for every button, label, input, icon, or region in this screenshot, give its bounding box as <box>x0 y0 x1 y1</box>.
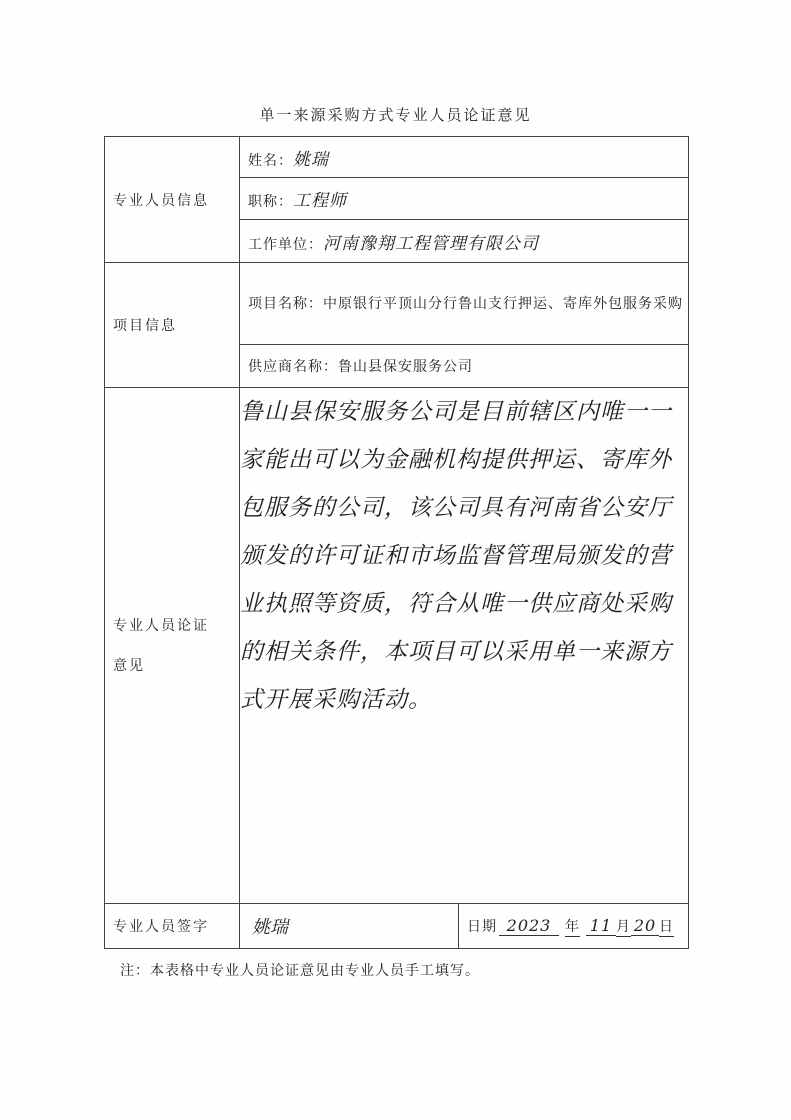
supplier-value: 鲁山县保安服务公司 <box>338 359 473 375</box>
date-day: 20 <box>631 916 659 936</box>
supplier-row <box>240 345 689 388</box>
opinion-text: 鲁山县保安服务公司是目前辖区内唯一一家能出可以为金融机构提供押运、寄库外包服务的公司，该公司具有河南省公安厅颁发的许可证和市场监督管理局颁发的营业执照等资质，符合从唯一供应商处采购的相关条件，本项目可以采用单一来源方式开展采购活动。 <box>240 388 689 904</box>
name-label: 姓名： <box>248 152 293 169</box>
title-label: 职称： <box>248 194 293 210</box>
project-name-row <box>240 263 689 345</box>
title-row <box>240 178 689 220</box>
name-row <box>240 137 689 178</box>
name-value: 姚瑞 <box>293 149 329 170</box>
date-year-unit: 年 <box>565 916 580 937</box>
date-year: 2023 <box>499 916 559 936</box>
supplier-label: 供应商名称： <box>248 359 338 375</box>
date-month: 11 <box>586 916 616 936</box>
org-label: 工作单位： <box>248 236 323 253</box>
org-row <box>240 220 689 263</box>
project-name-label: 项目名称： <box>248 295 323 312</box>
date-label: 日期 <box>467 919 497 935</box>
personnel-section-label: 专业人员信息 <box>105 137 240 263</box>
opinion-section-label: 专业人员论证意见 <box>105 388 240 904</box>
document-title: 单一来源采购方式专业人员论证意见 <box>259 106 532 124</box>
date-field <box>458 904 688 948</box>
date-day-unit: 日 <box>659 916 674 937</box>
project-section-label: 项目信息 <box>105 263 240 388</box>
signature-row <box>240 904 689 949</box>
title-value: 工程师 <box>293 191 347 211</box>
date-month-unit: 月 <box>616 916 631 937</box>
signature-label: 专业人员签字 <box>105 904 240 949</box>
org-value: 河南豫翔工程管理有限公司 <box>323 233 539 254</box>
signature-value: 姚瑞 <box>252 917 288 938</box>
project-name-value: 中原银行平顶山分行鲁山支行押运、寄库外包服务采购 <box>323 295 683 312</box>
opinion-form <box>104 136 689 949</box>
footnote: 注：本表格中专业人员论证意见由专业人员手工填写。 <box>120 963 480 979</box>
